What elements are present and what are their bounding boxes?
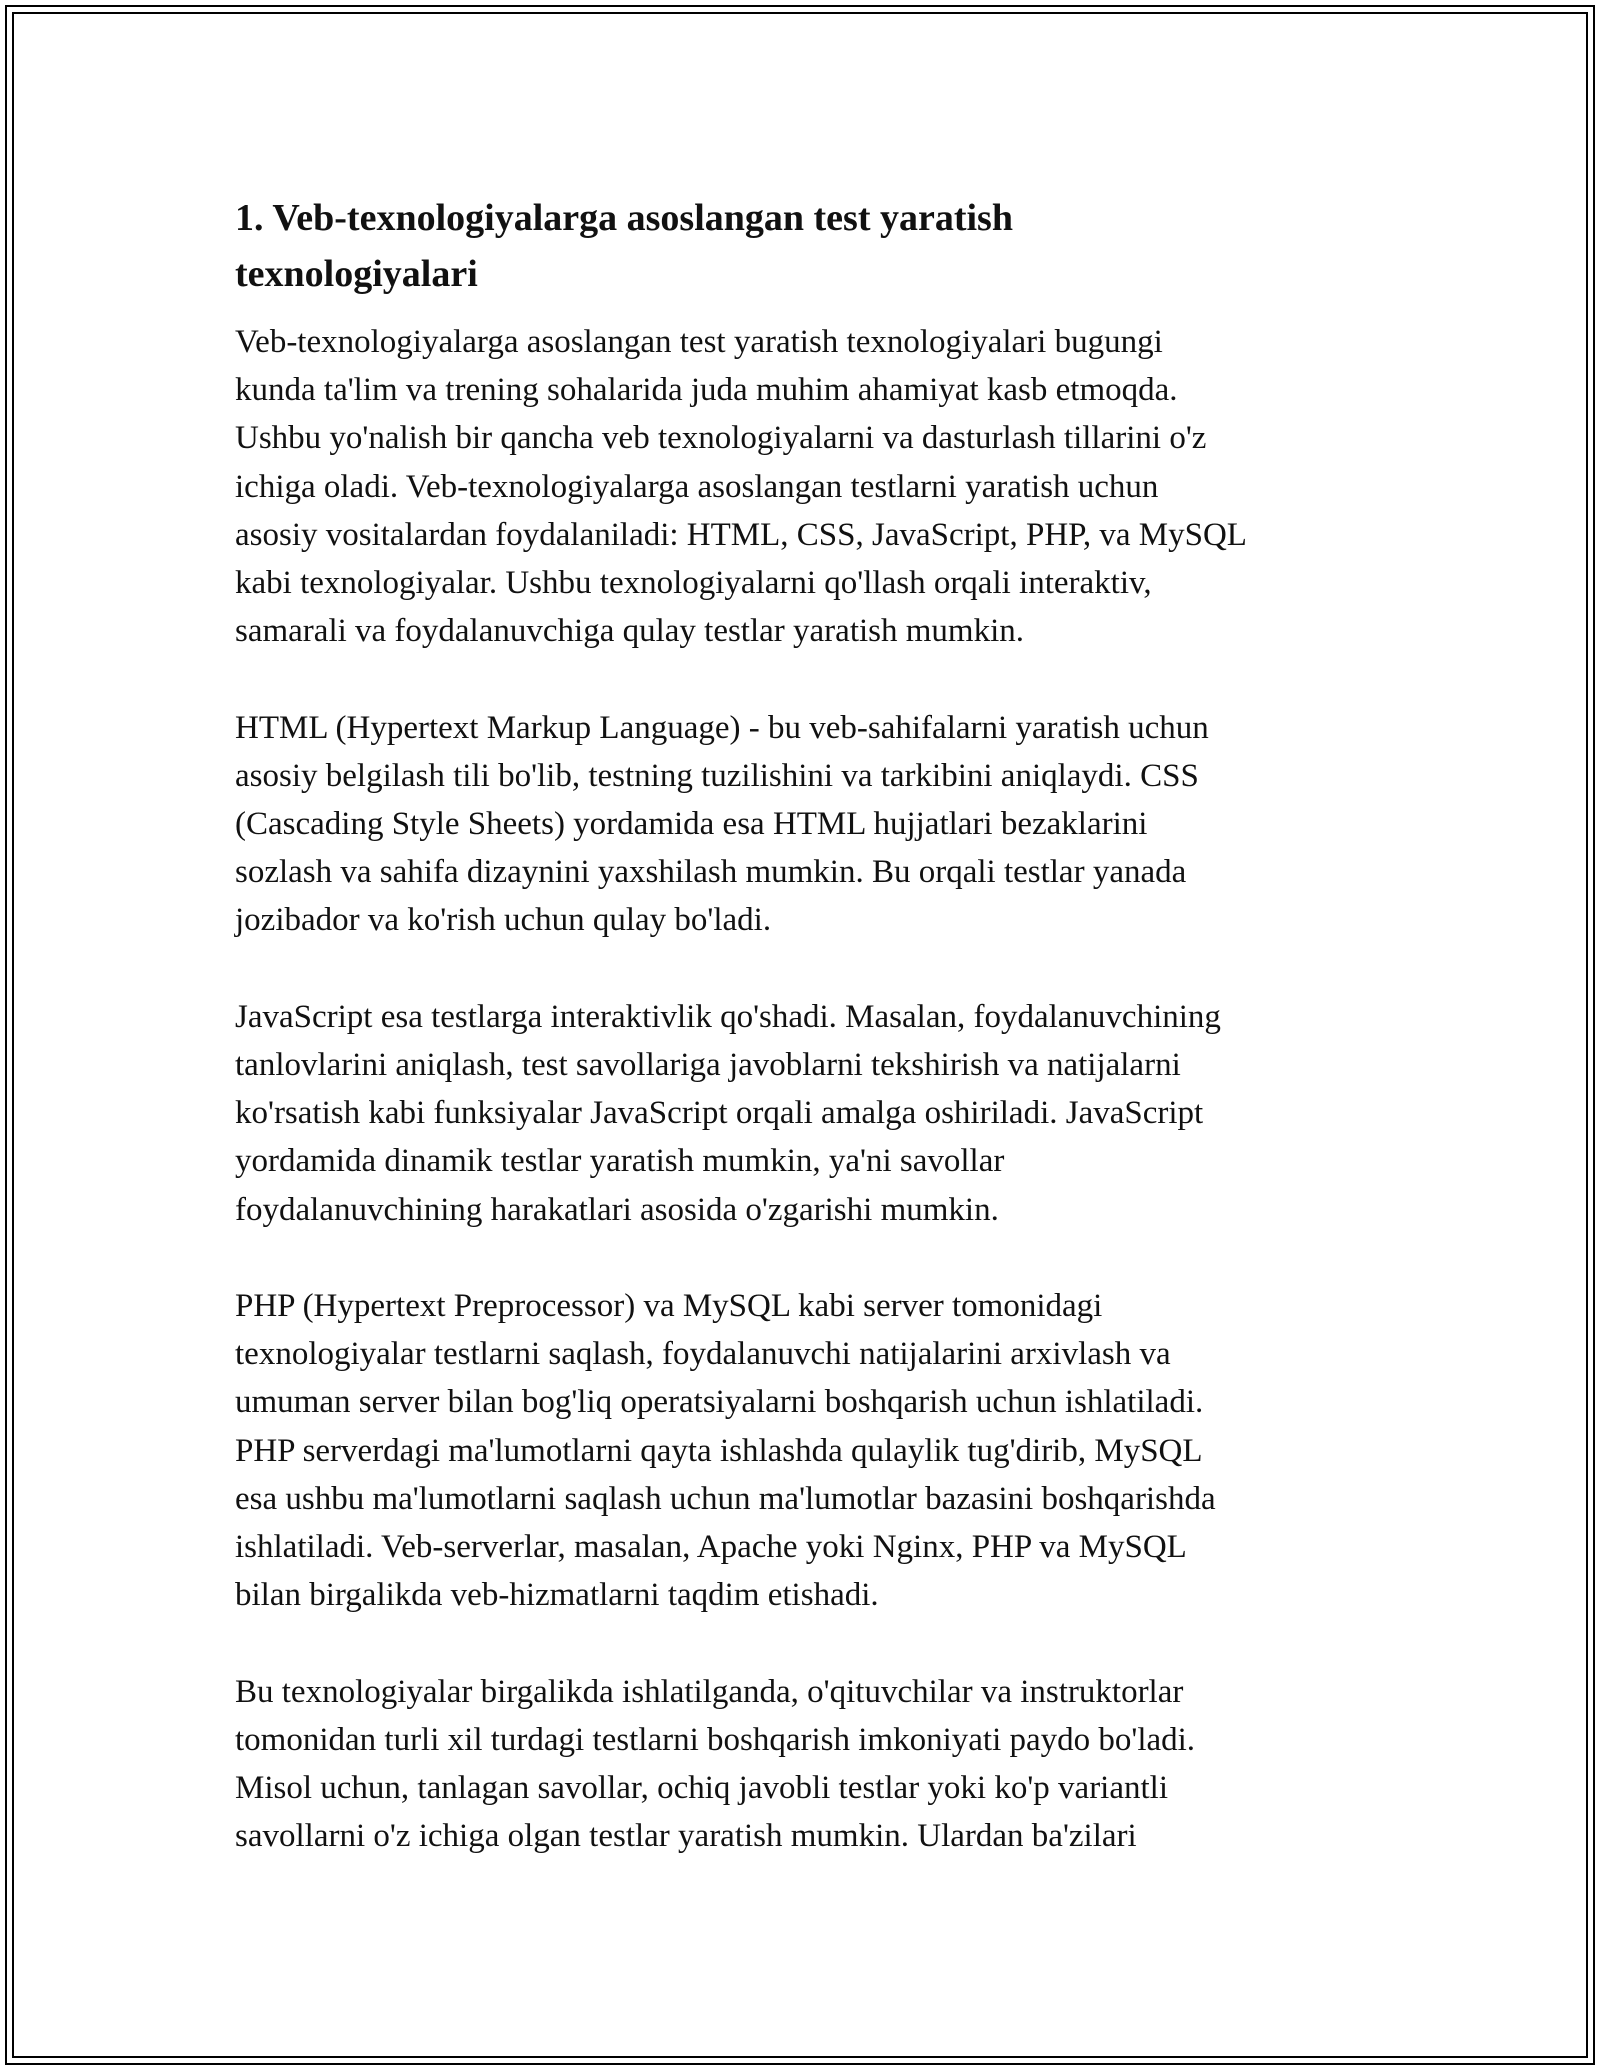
paragraphs-container — [235, 318, 1375, 1860]
paragraph-line: sozlash va sahifa dizaynini yaxshilash mumkin. Bu orqali testlar yanada — [235, 854, 1187, 891]
paragraph-line: jozibador va ko'rish uchun qulay bo'ladi. — [235, 902, 772, 939]
paragraph-line: tanlovlarini aniqlash, test savollariga javoblarni tekshirish va natijalarni — [235, 1047, 1181, 1084]
paragraph-line: ishlatiladi. Veb-serverlar, masalan, Apache yoki Nginx, PHP va MySQL — [235, 1529, 1187, 1566]
paragraph — [235, 993, 1375, 1234]
paragraph-line: asosiy vositalardan foydalaniladi: HTML, CSS, JavaScript, PHP, va MySQL — [235, 516, 1247, 553]
paragraph-line: ko'rsatish kabi funksiyalar JavaScript orqali amalga oshiriladi. JavaScript — [235, 1095, 1204, 1132]
paragraph-line: Ushbu yo'nalish bir qancha veb texnologiyalarni va dasturlash tillarini o'z — [235, 420, 1207, 457]
paragraph-line: samarali va foydalanuvchiga qulay testlar yaratish mumkin. — [235, 613, 1025, 650]
paragraph-line: texnologiyalar testlarni saqlash, foydalanuvchi natijalarini arxivlash va — [235, 1336, 1171, 1373]
paragraph-line: PHP serverdagi ma'lumotlarni qayta ishlashda qulaylik tug'dirib, MySQL — [235, 1432, 1203, 1469]
paragraph-line: foydalanuvchining harakatlari asosida o'zgarishi mumkin. — [235, 1191, 999, 1228]
paragraph — [235, 704, 1375, 945]
paragraph-line: yordamida dinamik testlar yaratish mumkin, ya'ni savollar — [235, 1143, 1005, 1180]
document-body — [235, 190, 1375, 1860]
paragraph-line: tomonidan turli xil turdagi testlarni boshqarish imkoniyati paydo bo'ladi. — [235, 1721, 1196, 1758]
paragraph — [235, 318, 1375, 655]
paragraph-line: Veb-texnologiyalarga asoslangan test yaratish texnologiyalari bugungi — [235, 324, 1163, 360]
paragraph-line: umuman server bilan bog'liq operatsiyalarni boshqarish uchun ishlatiladi. — [235, 1384, 1204, 1421]
section-heading — [235, 190, 1375, 302]
heading-line: 1. Veb-texnologiyalarga asoslangan test yaratish — [235, 197, 1013, 239]
paragraph — [235, 1282, 1375, 1619]
heading-line: texnologiyalari — [235, 253, 478, 295]
paragraph-line: savollarni o'z ichiga olgan testlar yaratish mumkin. Ulardan ba'zilari — [235, 1818, 1137, 1855]
paragraph-line: (Cascading Style Sheets) yordamida esa HTML hujjatlari bezaklarini — [235, 806, 1148, 843]
paragraph-line: kunda ta'lim va trening sohalarida juda muhim ahamiyat kasb etmoqda. — [235, 372, 1178, 409]
paragraph-line: bilan birgalikda veb-hizmatlarni taqdim etishadi. — [235, 1577, 879, 1614]
paragraph-line: esa ushbu ma'lumotlarni saqlash uchun ma'lumotlar bazasini boshqarishda — [235, 1480, 1216, 1517]
paragraph-line: Misol uchun, tanlagan savollar, ochiq javobli testlar yoki ko'p variantli — [235, 1770, 1169, 1807]
paragraph — [235, 1668, 1375, 1861]
paragraph-line: ichiga oladi. Veb-texnologiyalarga asoslangan testlarni yaratish uchun — [235, 468, 1159, 505]
paragraph-line: Bu texnologiyalar birgalikda ishlatilganda, o'qituvchilar va instruktorlar — [235, 1673, 1184, 1710]
paragraph-line: PHP (Hypertext Preprocessor) va MySQL kabi server tomonidagi — [235, 1288, 1103, 1325]
paragraph-line: JavaScript esa testlarga interaktivlik qo'shadi. Masalan, foydalanuvchining — [235, 998, 1221, 1035]
paragraph-line: kabi texnologiyalar. Ushbu texnologiyalarni qo'llash orqali interaktiv, — [235, 565, 1152, 602]
paragraph-line: HTML (Hypertext Markup Language) - bu veb-sahifalarni yaratish uchun — [235, 709, 1209, 746]
paragraph-line: asosiy belgilash tili bo'lib, testning tuzilishini va tarkibini aniqlaydi. CSS — [235, 757, 1199, 794]
